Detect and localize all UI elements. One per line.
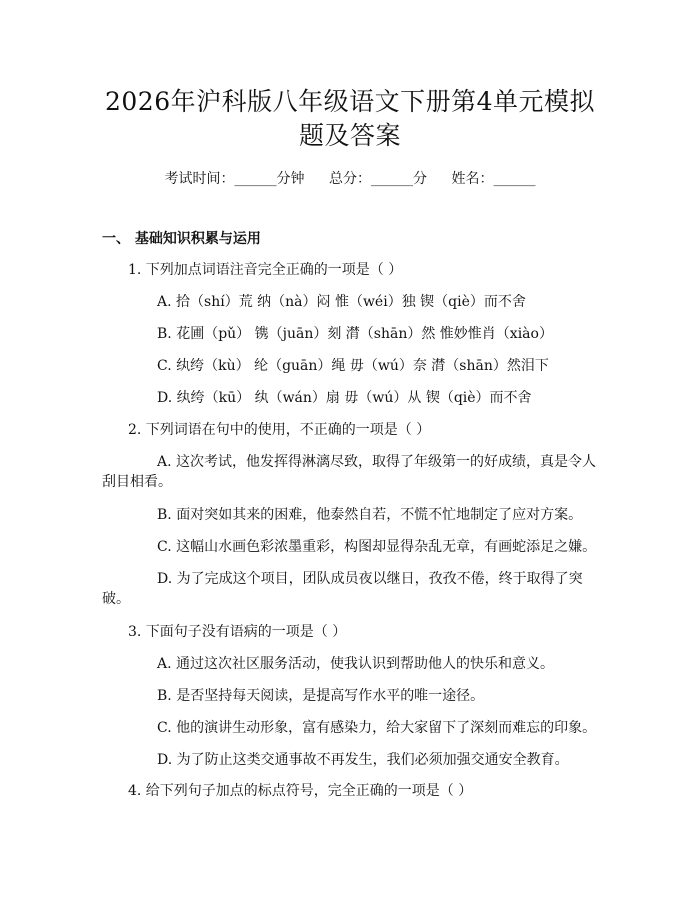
question-option: D. 纨绔（kū） 纨（wán）扇 毋（wú）从 锲（qiè）而不舍: [157, 390, 532, 406]
question-stem: 2. 下列词语在句中的使用，不正确的一项是（ ）: [128, 422, 431, 438]
question-option: B. 花圃（pǔ） 镌（juān）刻 潸（shān）然 惟妙惟肖（xiào）: [157, 326, 553, 342]
question-option: B. 面对突如其来的困难，他泰然自若，不慌不忙地制定了应对方案。: [157, 507, 583, 523]
question-option: B. 是否坚持每天阅读，是提高写作水平的唯一途径。: [157, 688, 485, 704]
section-heading: 一、 基础知识积累与运用: [102, 231, 261, 247]
question-option: A. 拾（shí）荒 纳（nà）闷 惟（wéi）独 锲（qiè）而不舍: [157, 294, 526, 310]
exam-time-field: 考试时间：______分钟: [164, 171, 305, 187]
document-title-line1: 2026年沪科版八年级语文下册第4单元模拟: [104, 87, 596, 116]
question-option: A. 通过这次社区服务活动，使我认识到帮助他人的快乐和意义。: [157, 656, 555, 672]
question-stem: 3. 下面句子没有语病的一项是（ ）: [128, 624, 347, 640]
question-option: C. 这幅山水画色彩浓墨重彩，构图却显得杂乱无章，有画蛇添足之嫌。: [157, 539, 597, 555]
exam-info-row: [0, 168, 700, 188]
question-option: C. 他的演讲生动形象，富有感染力，给大家留下了深刻而难忘的印象。: [157, 720, 597, 736]
question-option: D. 为了防止这类交通事故不再发生，我们必须加强交通安全教育。: [157, 752, 569, 768]
question-stem: 4. 给下列句子加点的标点符号，完全正确的一项是（ ）: [128, 783, 473, 799]
student-name-field: 姓名：______: [451, 171, 536, 187]
question-stem: 1. 下列加点词语注音完全正确的一项是（ ）: [128, 262, 403, 278]
total-score-field: 总分：______分: [329, 171, 427, 187]
question-option: A. 这次考试，他发挥得淋漓尽致，取得了年级第一的好成绩，真是令人刮目相看。: [102, 454, 597, 490]
question-option: D. 为了完成这个项目，团队成员夜以继日，孜孜不倦，终于取得了突破。: [102, 571, 583, 607]
question-option: C. 纨绔（kù） 纶（guān）绳 毋（wú）奈 潸（shān）然泪下: [157, 358, 549, 374]
document-title-line2: 题及答案: [298, 121, 401, 150]
